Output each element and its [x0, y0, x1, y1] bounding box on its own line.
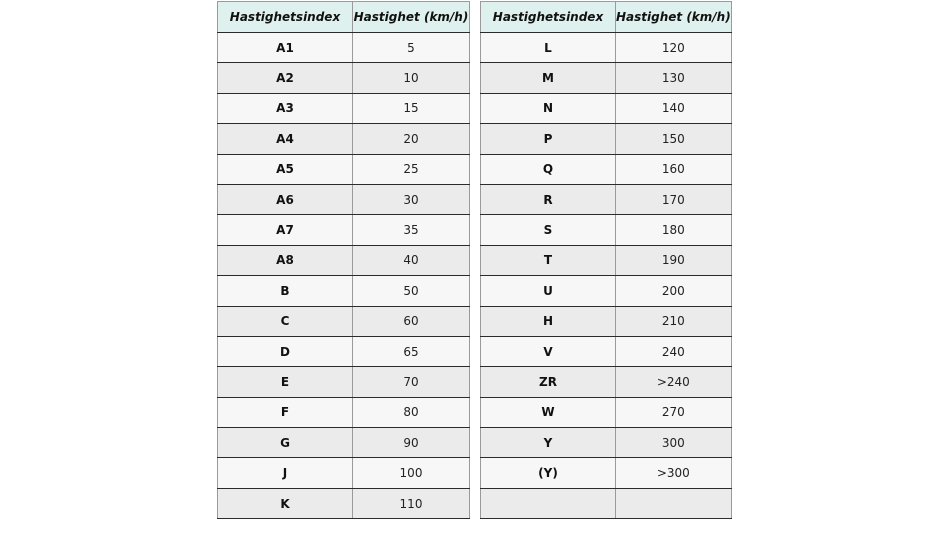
- speed-index-code: A5: [218, 154, 353, 184]
- speed-value: 65: [353, 336, 470, 366]
- speed-value: 180: [616, 215, 732, 245]
- speed-value: 30: [353, 184, 470, 214]
- speed-value: 15: [353, 93, 470, 123]
- speed-value: 110: [353, 488, 470, 518]
- speed-value: 170: [616, 184, 732, 214]
- table-row: [218, 428, 470, 458]
- speed-index-code: B: [218, 276, 353, 306]
- speed-value: 40: [353, 245, 470, 275]
- speed-index-code: (Y): [481, 458, 616, 488]
- speed-index-table-right: [480, 1, 732, 519]
- speed-value: 90: [353, 428, 470, 458]
- header-speed-index: Hastighetsindex: [481, 2, 616, 33]
- speed-value: 25: [353, 154, 470, 184]
- speed-index-code: Y: [481, 428, 616, 458]
- speed-index-code: Q: [481, 154, 616, 184]
- speed-index-code: D: [218, 336, 353, 366]
- speed-value: 140: [616, 93, 732, 123]
- table-row: [218, 93, 470, 123]
- speed-value: 120: [616, 33, 732, 63]
- speed-value: 35: [353, 215, 470, 245]
- speed-index-code: A6: [218, 184, 353, 214]
- speed-value: 190: [616, 245, 732, 275]
- speed-value: >300: [616, 458, 732, 488]
- table-row: [218, 367, 470, 397]
- header-speed-kmh: Hastighet (km/h): [616, 2, 732, 33]
- speed-value: 5: [353, 33, 470, 63]
- speed-value: 50: [353, 276, 470, 306]
- speed-index-code: A3: [218, 93, 353, 123]
- table-row: [481, 33, 732, 63]
- speed-index-code: M: [481, 63, 616, 93]
- speed-index-code: N: [481, 93, 616, 123]
- table-header-row: [481, 2, 732, 33]
- table-row: [218, 215, 470, 245]
- speed-index-code: S: [481, 215, 616, 245]
- table-row: [481, 215, 732, 245]
- table-row: [218, 63, 470, 93]
- speed-value: 20: [353, 124, 470, 154]
- speed-index-code: W: [481, 397, 616, 427]
- table-body-left: [218, 33, 470, 519]
- table-row: [481, 367, 732, 397]
- table-row: [481, 336, 732, 366]
- table-row: [218, 245, 470, 275]
- speed-index-code: ZR: [481, 367, 616, 397]
- speed-value: 300: [616, 428, 732, 458]
- speed-value: 160: [616, 154, 732, 184]
- speed-value: [616, 488, 732, 518]
- table-row: [481, 154, 732, 184]
- table-row: [218, 184, 470, 214]
- table-row: [218, 336, 470, 366]
- table-row: [481, 306, 732, 336]
- speed-index-code: H: [481, 306, 616, 336]
- speed-value: 10: [353, 63, 470, 93]
- table-row: [481, 184, 732, 214]
- speed-index-code: A1: [218, 33, 353, 63]
- table-row: [481, 397, 732, 427]
- speed-value: 130: [616, 63, 732, 93]
- speed-index-code: E: [218, 367, 353, 397]
- speed-value: 150: [616, 124, 732, 154]
- speed-index-table-left: [217, 1, 470, 519]
- table-row: [481, 93, 732, 123]
- speed-index-code: R: [481, 184, 616, 214]
- speed-index-code: A2: [218, 63, 353, 93]
- speed-index-code: [481, 488, 616, 518]
- speed-index-code: K: [218, 488, 353, 518]
- speed-index-code: V: [481, 336, 616, 366]
- table-row: [481, 63, 732, 93]
- speed-value: 80: [353, 397, 470, 427]
- speed-index-code: P: [481, 124, 616, 154]
- table-row: [218, 276, 470, 306]
- speed-index-code: A4: [218, 124, 353, 154]
- speed-value: 240: [616, 336, 732, 366]
- table-header-row: [218, 2, 470, 33]
- speed-value: 60: [353, 306, 470, 336]
- table-row: [481, 458, 732, 488]
- speed-index-code: C: [218, 306, 353, 336]
- table-row: [218, 397, 470, 427]
- table-row: [218, 488, 470, 518]
- speed-value: 210: [616, 306, 732, 336]
- table-row: [481, 488, 732, 518]
- speed-value: 270: [616, 397, 732, 427]
- speed-index-code: A7: [218, 215, 353, 245]
- speed-value: >240: [616, 367, 732, 397]
- table-body-right: [481, 33, 732, 519]
- header-speed-kmh: Hastighet (km/h): [353, 2, 470, 33]
- speed-index-code: A8: [218, 245, 353, 275]
- table-row: [218, 306, 470, 336]
- table-row: [218, 33, 470, 63]
- table-row: [218, 124, 470, 154]
- speed-index-code: G: [218, 428, 353, 458]
- speed-value: 70: [353, 367, 470, 397]
- speed-index-code: T: [481, 245, 616, 275]
- speed-index-code: L: [481, 33, 616, 63]
- speed-index-code: U: [481, 276, 616, 306]
- table-row: [218, 458, 470, 488]
- speed-value: 200: [616, 276, 732, 306]
- speed-index-code: F: [218, 397, 353, 427]
- table-row: [218, 154, 470, 184]
- table-row: [481, 428, 732, 458]
- table-row: [481, 124, 732, 154]
- table-row: [481, 276, 732, 306]
- speed-index-code: J: [218, 458, 353, 488]
- speed-value: 100: [353, 458, 470, 488]
- header-speed-index: Hastighetsindex: [218, 2, 353, 33]
- table-row: [481, 245, 732, 275]
